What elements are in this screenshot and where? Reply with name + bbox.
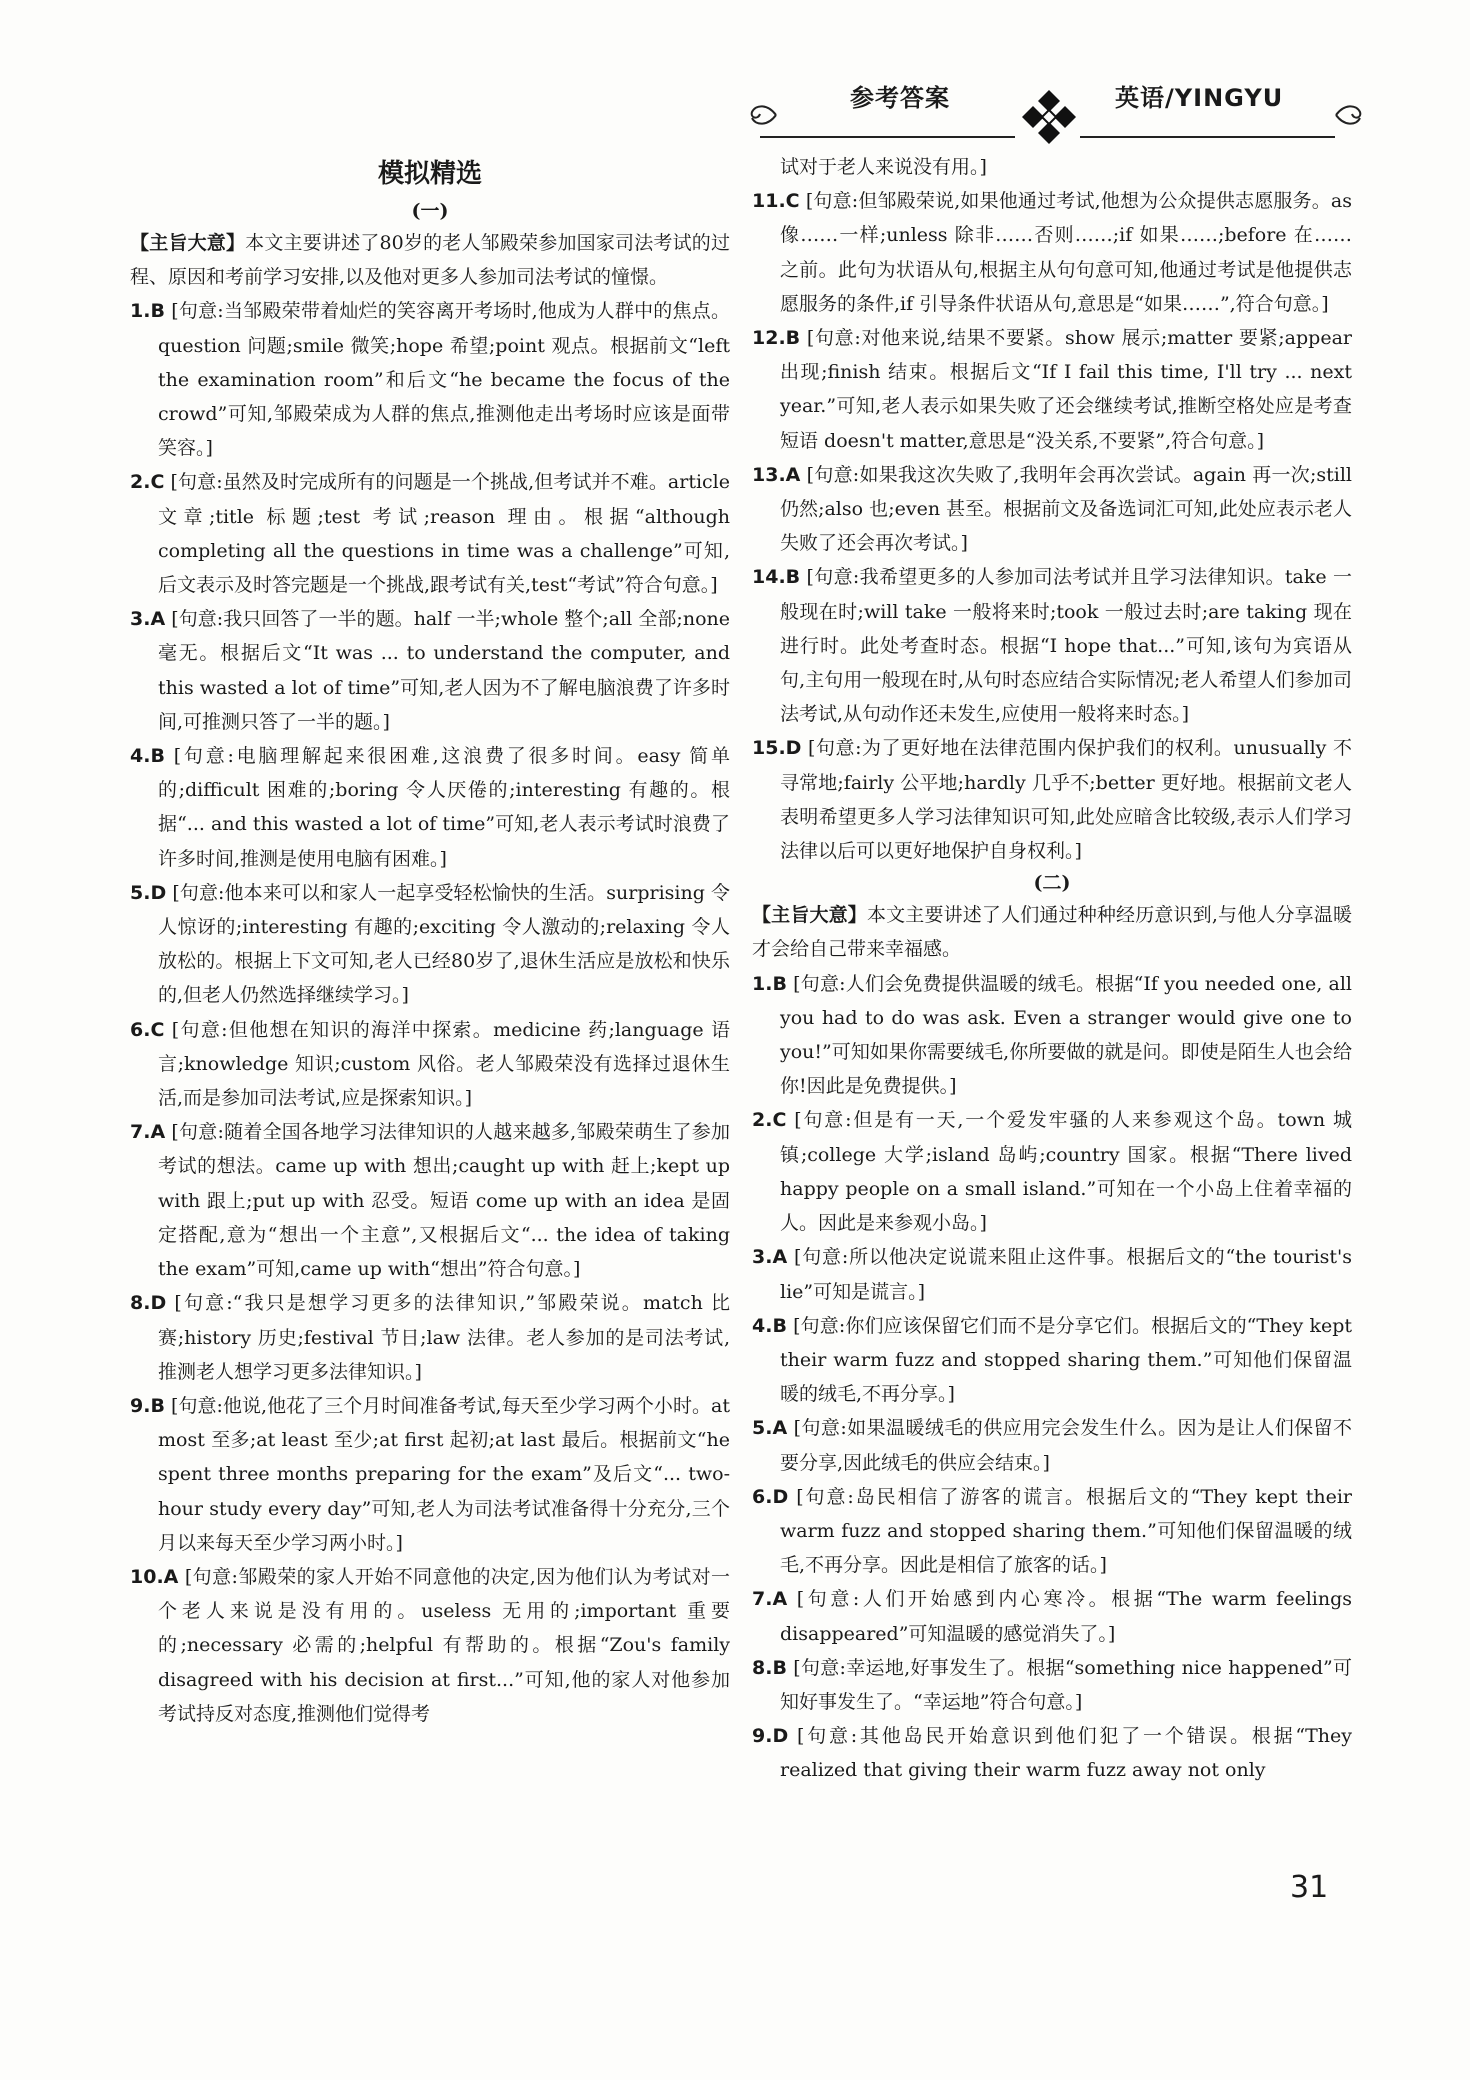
answer-number: 14.B — [752, 566, 801, 589]
answer-explanation: [句意:为了更好地在法律范围内保护我们的权利。unusually 不寻常地;fairly 公平地;hardly 几乎不;better 更好地。根据前文老人表明希望更多人学习法律知识可知,此处应暗含比较级,表示人们学习法律以后可以更好地保护自身权利。] — [780, 737, 1352, 863]
answer-number: 5.A — [752, 1417, 788, 1440]
answer-explanation: [句意:对他来说,结果不要紧。show 展示;matter 要紧;appear 出现;finish 结束。根据后文“If I fail this time, I'll try ... next year.”可知,老人表示如果失败了还会继续考试,推断空格处应是考查短语 doesn't matter,意思是“没关系,不要紧”,符合句意。] — [780, 327, 1352, 452]
answer-explanation: [句意:所以他决定说谎来阻止这件事。根据后文的“the tourist's lie”可知是谎言。] — [780, 1246, 1352, 1303]
answer-number: 9.B — [130, 1394, 165, 1417]
answer-number: 4.B — [130, 745, 165, 768]
answer-explanation: [句意:他说,他花了三个月时间准备考试,每天至少学习两个小时。at most 至多;at least 至少;at first 起初;at last 最后。根据前文“he spent three months preparing for the exam”及后文“... two-hour study every day”可知,老人为司法考试准备得十分充分,三个月以来每天至少学习两小时。] — [158, 1394, 730, 1554]
right-flourish-icon — [1334, 100, 1364, 130]
answer-number: 2.C — [752, 1109, 787, 1132]
answer-item — [752, 321, 1352, 458]
answer-item — [130, 739, 730, 876]
answer-number: 6.C — [130, 1018, 165, 1041]
answer-number: 8.D — [130, 1292, 167, 1315]
answer-number: 3.A — [130, 608, 166, 631]
continuation-text: 试对于老人来说没有用。] — [780, 156, 987, 178]
header-left-label: 参考答案 — [850, 84, 950, 112]
answer-number: 5.D — [130, 881, 167, 904]
part-two-label: (二) — [1033, 872, 1071, 895]
answer-explanation: [句意:幸运地,好事发生了。根据“something nice happened”可知好事发生了。“幸运地”符合句意。] — [780, 1656, 1352, 1713]
answer-explanation: [句意:人们开始感到内心寒冷。根据“The warm feelings disappeared”可知温暖的感觉消失了。] — [780, 1588, 1352, 1645]
page-number: 31 — [1290, 1870, 1329, 1905]
answer-item — [752, 1582, 1352, 1650]
answer-item — [130, 294, 730, 465]
part-two-summary — [752, 898, 1352, 966]
answer-explanation: [句意:你们应该保留它们而不是分享它们。根据后文的“They kept their warm fuzz and stopped sharing them.”可知他们保留温暖的绒毛,不再分享。] — [780, 1314, 1352, 1406]
summary-text: 本文主要讲述了人们通过种种经历意识到,与他人分享温暖才会给自己带来幸福感。 — [752, 904, 1352, 961]
answer-explanation: [句意:但是有一天,一个爱发牢骚的人来参观这个岛。town 城镇;college 大学;island 岛屿;country 国家。根据“There lived happy people on a small island.”可知在一个小岛上住着幸福的人。因此是来参观小岛。] — [780, 1109, 1352, 1235]
summary-tag: 【主旨大意】 — [752, 904, 867, 927]
answer-explanation: [句意:如果我这次失败了,我明年会再次尝试。again 再一次;still 仍然;also 也;even 甚至。根据前文及备选词汇可知,此处应表示老人失败了还会再次考试。] — [780, 463, 1353, 555]
answer-explanation: [句意:我希望更多的人参加司法考试并且学习法律知识。take 一般现在时;will take 一般将来时;took 一般过去时;are taking 现在进行时。此处考查时态。根据“I hope that...”可知,该句为宾语从句,主句用一般现在时,从句时态应结合实际情况;老人希望人们参加司法考试,从句动作还未发生,应使用一般将来时态。] — [780, 566, 1352, 726]
answer-explanation: [句意:电脑理解起来很困难,这浪费了很多时间。easy 简单的;difficult 困难的;boring 令人厌倦的;interesting 有趣的。根据“... and this wasted a lot of time”可知,老人表示考试时浪费了许多时间,推测是使用电脑有困难。] — [158, 745, 730, 870]
answer-item — [752, 184, 1352, 321]
answer-number: 9.D — [752, 1725, 789, 1748]
answer-item — [752, 1651, 1352, 1719]
answer-item — [130, 1013, 730, 1116]
answer-number: 11.C — [752, 190, 800, 213]
answer-explanation: [句意:人们会免费提供温暖的绒毛。根据“If you needed one, all you had to do was ask. Even a stranger would give one to you!”可知如果你需要绒毛,你所要做的就是问。即使是陌生人也会给你!因此是免费提供。] — [780, 972, 1352, 1098]
answer-explanation: [句意:如果温暖绒毛的供应用完会发生什么。因为是让人们保留不要分享,因此绒毛的供应会结束。] — [780, 1417, 1352, 1474]
answer-explanation: [句意:其他岛民开始意识到他们犯了一个错误。根据“They realized that giving their warm fuzz away not only — [780, 1725, 1352, 1782]
answer-item — [752, 1480, 1352, 1583]
answer-item — [752, 967, 1352, 1104]
answer-item — [130, 602, 730, 739]
diamond-ornament-icon — [1020, 88, 1078, 146]
answer-item — [752, 560, 1352, 731]
answer-number: 7.A — [130, 1121, 166, 1144]
part-one-summary — [130, 226, 730, 294]
part-one-label: (一) — [411, 200, 449, 222]
answer-number: 7.A — [752, 1588, 788, 1611]
answer-explanation: [句意:我只回答了一半的题。half 一半;whole 整个;all 全部;none 毫无。根据后文“It was ... to understand the computer, and this wasted a lot of time”可知,老人因为不了解电脑浪费了许多时间,可推测只答了一半的题。] — [158, 608, 730, 733]
answer-item — [752, 731, 1352, 868]
answer-number: 1.B — [130, 300, 165, 323]
answer-explanation: [句意:虽然及时完成所有的问题是一个挑战,但考试并不难。article 文章;title 标题;test 考试;reason 理由。根据“although completing all the questions in time was a challenge”可知,后文表示及时答完题是一个挑战,跟考试有关,test“考试”符合句意。] — [158, 471, 730, 597]
answer-item — [752, 1309, 1352, 1412]
answer-item — [130, 465, 730, 602]
answer-number: 3.A — [752, 1246, 788, 1269]
summary-text: 本文主要讲述了80岁的老人邹殿荣参加国家司法考试的过程、原因和考前学习安排,以及他对更多人参加司法考试的憧憬。 — [130, 232, 730, 289]
answer-number: 4.B — [752, 1314, 787, 1337]
answer-item — [752, 1103, 1352, 1240]
answer-explanation: [句意:邹殿荣的家人开始不同意他的决定,因为他们认为考试对一个老人来说是没有用的。useless 无用的;important 重要的;necessary 必需的;helpful 有帮助的。根据“Zou's family disagreed with his decision at first...”可知,他的家人对他参加考试持反对态度,推测他们觉得考 — [158, 1565, 730, 1725]
answer-number: 2.C — [130, 471, 165, 494]
answer-number: 12.B — [752, 327, 801, 350]
answer-explanation: [句意:当邹殿荣带着灿烂的笑容离开考场时,他成为人群中的焦点。question 问题;smile 微笑;hope 希望;point 观点。根据前文“left the examination room”和后文“he became the focus of the crowd”可知,邹殿荣成为人群的焦点,推测他走出考场时应该是面带笑容。] — [158, 300, 730, 460]
answer-number: 15.D — [752, 737, 802, 760]
answer-explanation: [句意:随着全国各地学习法律知识的人越来越多,邹殿荣萌生了参加考试的想法。came up with 想出;caught up with 赶上;kept up with 跟上;put up with 忍受。短语 come up with an idea 是固定搭配,意为“想出一个主意”,又根据后文“... the idea of taking the exam”可知,came up with“想出”符合句意。] — [158, 1121, 730, 1281]
answer-number: 1.B — [752, 972, 787, 995]
answer-item — [752, 1719, 1352, 1787]
left-column — [130, 150, 730, 1731]
answer-number: 13.A — [752, 463, 801, 486]
header-right-label: 英语/YINGYU — [1115, 84, 1284, 112]
answer-explanation: [句意:他本来可以和家人一起享受轻松愉快的生活。surprising 令人惊讶的;interesting 有趣的;exciting 令人激动的;relaxing 令人放松的。根据上下文可知,老人已经80岁了,退休生活应是放松和快乐的,但老人仍然选择继续学习。] — [158, 881, 730, 1007]
answer-item — [752, 458, 1352, 561]
answer-item — [130, 1115, 730, 1286]
answer-item — [130, 1389, 730, 1560]
summary-tag: 【主旨大意】 — [130, 232, 246, 254]
answer-item — [130, 876, 730, 1013]
right-column — [752, 150, 1352, 1788]
answer-item — [130, 1560, 730, 1731]
section-title: 模拟精选 — [377, 159, 482, 189]
answer-explanation: [句意:岛民相信了游客的谎言。根据后文的“They kept their warm fuzz and stopped sharing them.”可知他们保留温暖的绒毛,不再分享。因此是相信了旅客的话。] — [780, 1485, 1353, 1577]
answer-explanation: [句意:“我只是想学习更多的法律知识,”邹殿荣说。match 比赛;history 历史;festival 节日;law 法律。老人参加的是司法考试,推测老人想学习更多法律知识。] — [158, 1292, 730, 1383]
answer-explanation: [句意:但他想在知识的海洋中探索。medicine 药;language 语言;knowledge 知识;custom 风俗。老人邹殿荣没有选择过退休生活,而是参加司法考试,应是探索知识。] — [158, 1018, 730, 1110]
answer-number: 8.B — [752, 1656, 787, 1679]
answer-number: 10.A — [130, 1565, 179, 1588]
answer-item — [752, 1240, 1352, 1308]
answer-explanation: [句意:但邹殿荣说,如果他通过考试,他想为公众提供志愿服务。as 像……一样;unless 除非……否则……;if 如果……;before 在……之前。此句为状语从句,根据主从句句意可知,他通过考试是他提供志愿服务的条件,if 引导条件状语从句,意思是“如果……”,符合句意。] — [780, 190, 1352, 315]
answer-item — [130, 1286, 730, 1389]
answer-number: 6.D — [752, 1485, 789, 1508]
answer-item — [752, 1411, 1352, 1479]
